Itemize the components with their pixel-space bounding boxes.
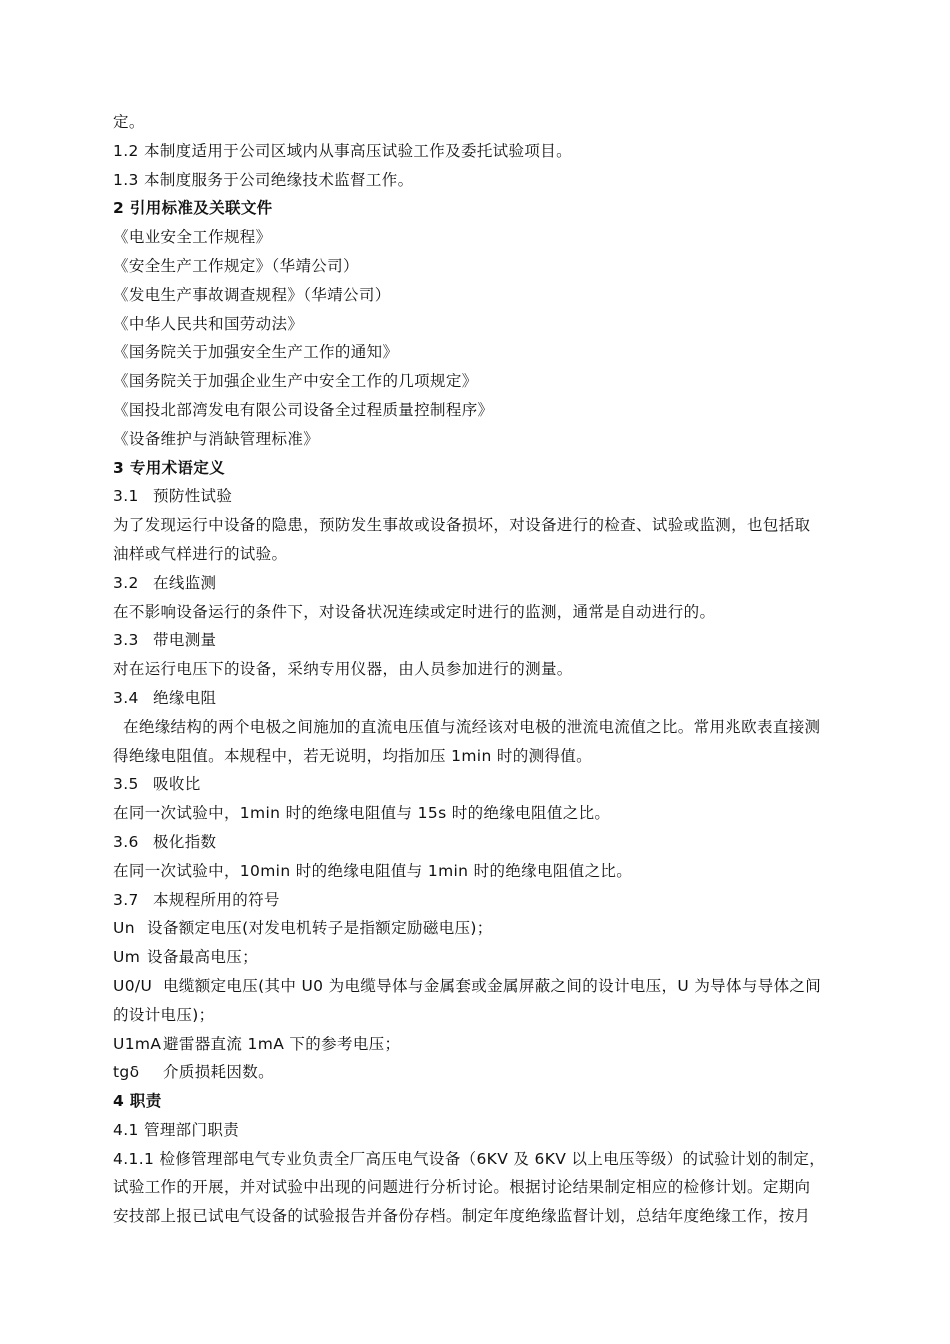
reference-item: 《国务院关于加强企业生产中安全工作的几项规定》 <box>113 372 478 391</box>
symbol-row <box>113 1030 858 1059</box>
term-heading <box>113 828 858 857</box>
definition-text: 为了发现运行中设备的隐患，预防发生事故或设备损坏，对设备进行的检查、试验或监测，也包括取 <box>113 516 811 535</box>
term-title: 预防性试验 <box>153 487 233 506</box>
section-heading-4: 4 职责 <box>113 1092 162 1111</box>
term-number: 3.4 <box>113 688 139 707</box>
term-title: 在线监测 <box>153 573 217 592</box>
symbol-label: Um <box>113 948 141 967</box>
term-title: 极化指数 <box>153 832 217 851</box>
symbol-description: 设备额定电压(对发电机转子是指额定励磁电压)； <box>147 919 493 938</box>
clause-1-2: 1.2 本制度适用于公司区域内从事高压试验工作及委托试验项目。 <box>113 141 572 160</box>
symbol-row <box>113 972 858 1001</box>
reference-item: 《电业安全工作规程》 <box>113 228 272 247</box>
reference-item: 《国务院关于加强安全生产工作的通知》 <box>113 343 399 362</box>
clause-text: 试验工作的开展，并对试验中出现的问题进行分析讨论。根据讨论结果制定相应的检修计划。定期向 <box>113 1178 811 1197</box>
symbol-row <box>113 1058 858 1087</box>
term-number: 3.7 <box>113 890 139 909</box>
definition-text: 在同一次试验中，1min 时的绝缘电阻值与 15s 时的绝缘电阻值之比。 <box>113 804 611 823</box>
term-heading <box>113 886 858 915</box>
symbol-description: 设备最高电压； <box>147 948 258 967</box>
text-line: 定。 <box>113 113 145 131</box>
reference-item: 《发电生产事故调查规程》（华靖公司） <box>113 285 391 304</box>
term-heading <box>113 569 858 598</box>
reference-item: 《中华人民共和国劳动法》 <box>113 314 304 333</box>
term-number: 3.3 <box>113 631 139 650</box>
section-heading-2: 2 引用标准及关联文件 <box>113 199 273 218</box>
term-number: 3.2 <box>113 573 139 592</box>
definition-text: 在绝缘结构的两个电极之间施加的直流电压值与流经该对电极的泄流电流值之比。常用兆欧表直接测 <box>123 717 821 736</box>
symbol-description: 避雷器直流 1mA 下的参考电压； <box>163 1034 401 1053</box>
reference-item: 《国投北部湾发电有限公司设备全过程质量控制程序》 <box>113 400 494 419</box>
term-title: 带电测量 <box>153 631 217 650</box>
section-heading-3: 3 专用术语定义 <box>113 458 225 477</box>
term-title: 本规程所用的符号 <box>153 890 280 909</box>
document-page <box>113 108 858 1231</box>
reference-item: 《安全生产工作规定》（华靖公司） <box>113 256 359 275</box>
definition-text: 油样或气样进行的试验。 <box>113 544 288 563</box>
clause-1-3: 1.3 本制度服务于公司绝缘技术监督工作。 <box>113 170 414 189</box>
symbol-row <box>113 943 858 972</box>
reference-item: 《设备维护与消缺管理标准》 <box>113 429 320 448</box>
term-heading <box>113 482 858 511</box>
subsection-heading: 4.1 管理部门职责 <box>113 1120 240 1139</box>
term-number: 3.6 <box>113 832 139 851</box>
definition-text: 对在运行电压下的设备，采纳专用仪器，由人员参加进行的测量。 <box>113 660 573 679</box>
term-heading <box>113 684 858 713</box>
symbol-description-continued: 的设计电压)； <box>113 1005 215 1024</box>
term-heading <box>113 770 858 799</box>
symbol-label: U1mA <box>113 1034 162 1053</box>
term-number: 3.1 <box>113 487 139 506</box>
term-number: 3.5 <box>113 775 139 794</box>
term-title: 绝缘电阻 <box>153 688 217 707</box>
symbol-description: 介质损耗因数。 <box>163 1063 274 1082</box>
definition-text: 在不影响设备运行的条件下，对设备状况连续或定时进行的监测，通常是自动进行的。 <box>113 602 716 621</box>
clause-text: 4.1.1 检修管理部电气专业负责全厂高压电气设备（6KV 及 6KV 以上电压等级）的试验计划的制定， <box>113 1149 826 1168</box>
term-heading <box>113 626 858 655</box>
symbol-label: U0/U <box>113 976 153 995</box>
term-title: 吸收比 <box>153 775 201 794</box>
symbol-label: Un <box>113 919 135 938</box>
clause-text: 安技部上报已试电气设备的试验报告并备份存档。制定年度绝缘监督计划，总结年度绝缘工作，按月 <box>113 1207 811 1226</box>
symbol-description: 电缆额定电压(其中 U0 为电缆导体与金属套或金属屏蔽之间的设计电压，U 为导体与导体之间 <box>163 976 822 995</box>
definition-text: 在同一次试验中，10min 时的绝缘电阻值与 1min 时的绝缘电阻值之比。 <box>113 861 633 880</box>
symbol-row <box>113 914 858 943</box>
definition-text: 得绝缘电阻值。本规程中，若无说明，均指加压 1min 时的测得值。 <box>113 746 592 765</box>
symbol-label: tgδ <box>113 1063 140 1082</box>
